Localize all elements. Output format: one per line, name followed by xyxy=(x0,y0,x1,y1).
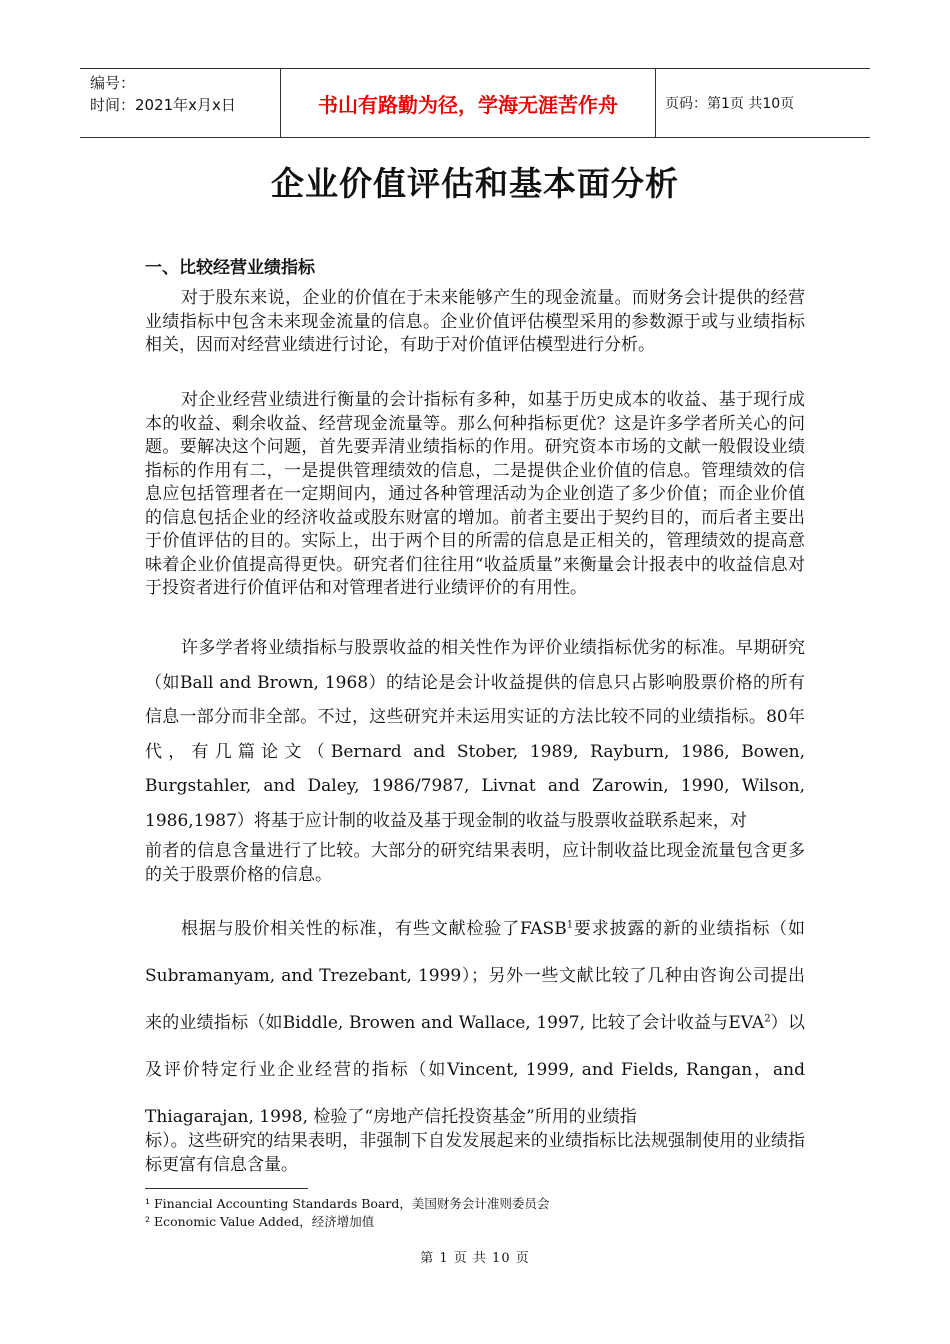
paragraph-4-text-b: 要求披露的新的业绩指标（如Subramanyam, and Trezebant, 1999）；另外一些文献比较了几种由咨询公司提出来的业绩指标（如Biddle, Browen and Wallace, 1997, 比较了会计收益与EVA xyxy=(145,919,806,1033)
paragraph-4-text-c: ）以及评价特定行业企业经营的指标（如Vincent, 1999, and Fields, Rangan，and Thiagarajan, 1998, 检验了“房地产信托投资基金”所用的业绩指 xyxy=(145,1013,805,1127)
footnote-1: ¹ Financial Accounting Standards Board，美国财务会计准则委员会 xyxy=(145,1196,550,1211)
paragraph-4-end: 标）。这些研究的结果表明，非强制下自发发展起来的业绩指标比法规强制使用的业绩指标更富有信息含量。 xyxy=(145,1131,805,1175)
paragraph-1: 对于股东来说，企业的价值在于未来能够产生的现金流量。而财务会计提供的经营业绩指标中包含未来现金流量的信息。企业价值评估模型采用的参数源于或与业绩指标相关，因而对经营业绩进行讨论，有助于对价值评估模型进行分析。 xyxy=(145,288,805,355)
paragraph-4 xyxy=(145,906,805,1141)
header-number: 编号： xyxy=(90,74,136,92)
document-title: 企业价值评估和基本面分析 xyxy=(271,164,679,203)
footnote-separator xyxy=(145,1188,308,1189)
header-date: 时间：2021年x月x日 xyxy=(90,96,236,114)
footnote-ref-2: 2 xyxy=(764,1013,771,1025)
header-meta xyxy=(80,69,280,137)
paragraph-3-end: 前者的信息含量进行了比较。大部分的研究结果表明，应计制收益比现金流量包含更多的关于股票价格的信息。 xyxy=(145,841,805,885)
footnote-ref-1: 1 xyxy=(566,919,574,931)
paragraph-3: 许多学者将业绩指标与股票收益的相关性作为评价业绩指标优劣的标准。早期研究（如Ball and Brown, 1968）的结论是会计收益提供的信息只占影响股票价格的所有信息一部分而非全部。不过，这些研究并未运用实证的方法比较不同的业绩指标。80年代，有几篇论文（Bernard and Stober, 1989, Rayburn, 1986, Bowen, Burgstahler, and Daley, 1986/7987, Livnat and Zarowin, 1990, Wilson, 1986,1987）将基于应计制的收益及基于现金制的收益与股票收益联系起来，对 xyxy=(145,638,805,831)
footnote-2: ² Economic Value Added，经济增加值 xyxy=(145,1214,375,1229)
paragraph-4-text-a: 根据与股价相关性的标准，有些文献检验了FASB xyxy=(181,919,567,939)
page-header xyxy=(80,68,870,138)
section-heading: 一、比较经营业绩指标 xyxy=(145,258,315,278)
header-motto: 书山有路勤为径，学海无涯苦作舟 xyxy=(280,69,656,137)
paragraph-2: 对企业经营业绩进行衡量的会计指标有多种，如基于历史成本的收益、基于现行成本的收益、剩余收益、经营现金流量等。那么何种指标更优？这是许多学者所关心的问题。要解决这个问题，首先要弄清业绩指标的作用。研究资本市场的文献一般假设业绩指标的作用有二，一是提供管理绩效的信息，二是提供企业价值的信息。管理绩效的信息应包括管理者在一定期间内，通过各种管理活动为企业创造了多少价值；而企业价值的信息包括企业的经济收益或股东财富的增加。前者主要出于契约目的，而后者主要出于价值评估的目的。实际上，出于两个目的所需的信息是正相关的，管理绩效的提高意味着企业价值提高得更快。研究者们往往用“收益质量”来衡量会计报表中的收益信息对于投资者进行价值评估和对管理者进行业绩评价的有用性。 xyxy=(145,390,805,598)
header-page-number: 页码：第1页 共10页 xyxy=(665,96,795,112)
page-footer: 第 1 页 共 10 页 xyxy=(420,1251,530,1266)
